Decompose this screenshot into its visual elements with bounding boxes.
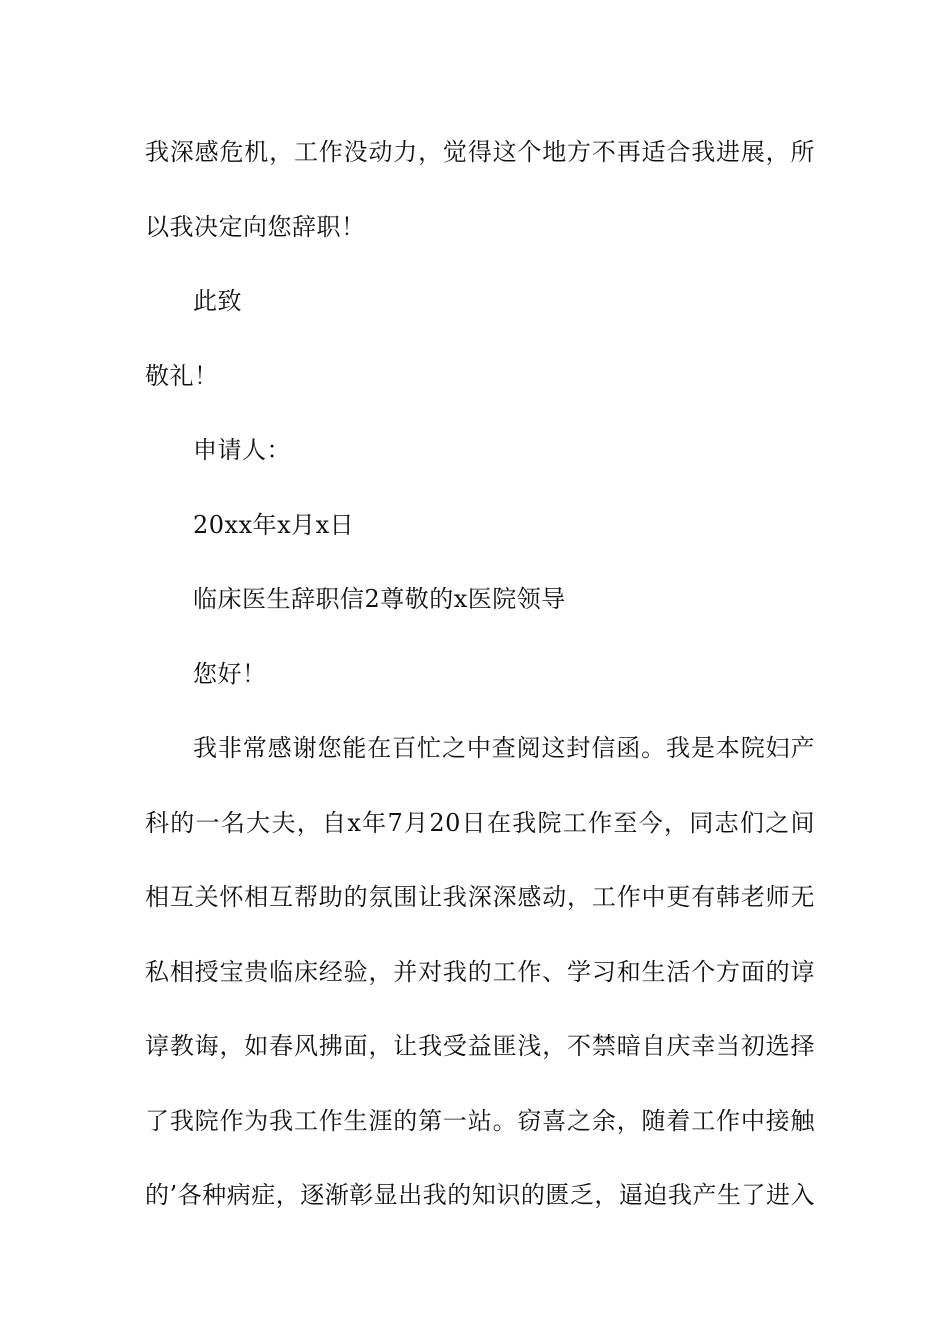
closing-regards: 敬礼！ xyxy=(145,362,219,390)
letter-title: 临床医生辞职信2尊敬的x医院领导 xyxy=(193,585,566,613)
date-line: 20xx年x月x日 xyxy=(193,511,355,539)
paragraph-line-7: 的’各种病症，逐渐彰显出我的知识的匮乏，逼迫我产生了进入 xyxy=(145,1181,815,1209)
text-line-2: 以我决定向您辞职！ xyxy=(145,213,366,241)
paragraph-line-4: 私相授宝贵临床经验，并对我的工作、学习和生活个方面的谆 xyxy=(145,958,815,986)
paragraph-line-6: 了我院作为我工作生涯的第一站。窃喜之余，随着工作中接触 xyxy=(145,1107,815,1135)
closing-salutation: 此致 xyxy=(193,287,242,315)
paragraph-line-5: 谆教诲，如春风拂面，让我受益匪浅，不禁暗自庆幸当初选择 xyxy=(145,1032,815,1060)
paragraph-line-2: 科的一名大夫，自x年7月20日在我院工作至今，同志们之间 xyxy=(145,809,815,837)
applicant-label: 申请人： xyxy=(193,436,291,464)
text-line-1: 我深感危机，工作没动力，觉得这个地方不再适合我进展，所 xyxy=(145,138,815,166)
greeting: 您好！ xyxy=(193,660,267,688)
paragraph-line-3: 相互关怀相互帮助的氛围让我深深感动，工作中更有韩老师无 xyxy=(145,883,815,911)
paragraph-line-1: 我非常感谢您能在百忙之中查阅这封信函。我是本院妇产 xyxy=(193,734,815,762)
